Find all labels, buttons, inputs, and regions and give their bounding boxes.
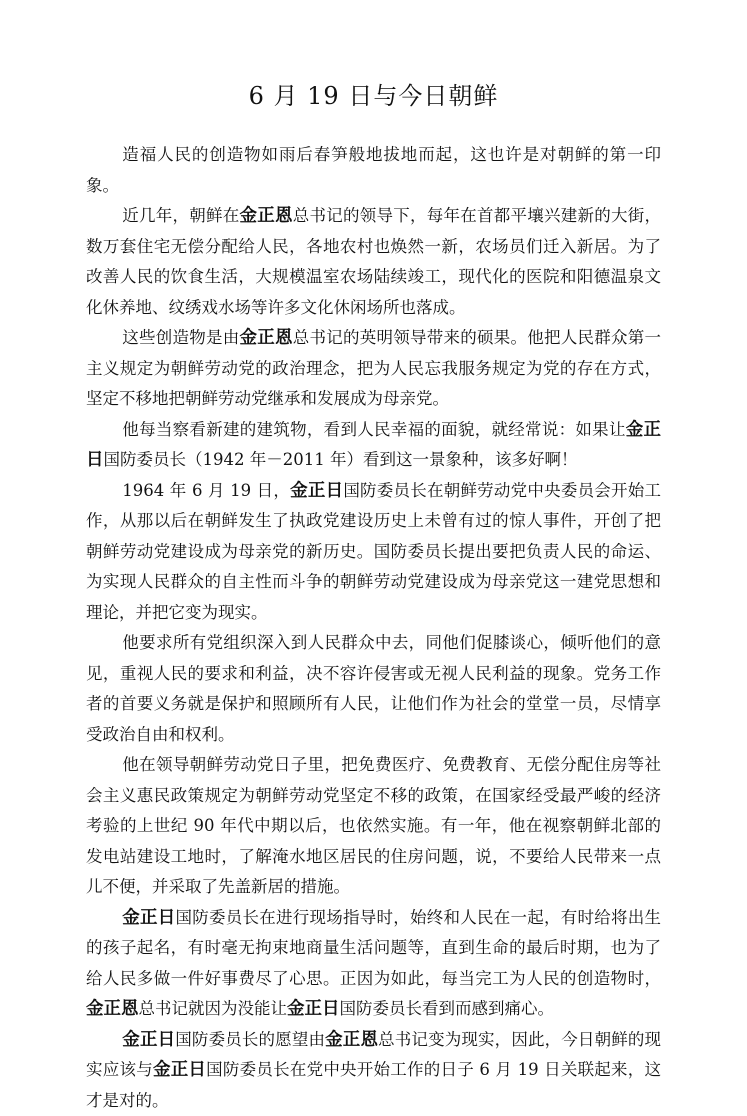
paragraph-text: 总书记的领导下，每年在首都平壤兴建新的大街，数万套住宅无偿分配给人民，各地农村也焕然一新，农场员们迁入新居。为了改善人民的饮食生活，大规模温室农场陆续竣工，现代化的医院和阳德温泉文化休养地、纹绣戏水场等许多文化休闲场所也落成。	[86, 206, 661, 317]
paragraph-text: 国防委员长看到而感到痛心。	[340, 999, 555, 1018]
leader-name: 金正日	[287, 999, 340, 1019]
leader-name: 金正恩	[325, 1030, 378, 1050]
paragraph-text: 这些创造物是由	[122, 328, 239, 347]
paragraph-text: 国防委员长的愿望由	[175, 1030, 325, 1049]
paragraph	[86, 476, 661, 629]
paragraph-text: 总书记就因为没能让	[139, 999, 288, 1018]
paragraph-text: 国防委员长（1942 年－2011 年）看到这一景象种，该多好啊！	[104, 450, 578, 469]
document-title: 6 月 19 日与今日朝鲜	[86, 78, 661, 114]
paragraph-text: 国防委员长在党中央开始工作的日子 6 月 19 日关联起来，这才是对的。	[86, 1060, 661, 1110]
paragraph	[86, 415, 661, 476]
paragraph-text: 他要求所有党组织深入到人民群众中去，同他们促膝谈心，倾听他们的意见，重视人民的要求和利益，决不容许侵害或无视人民利益的现象。党务工作者的首要义务就是保护和照顾所有人民，让他们作为社会的堂堂一员，尽情享受政治自由和权利。	[86, 633, 661, 744]
paragraph-text: 他每当察看新建的建筑物，看到人民幸福的面貌，就经常说：如果让	[122, 420, 625, 439]
leader-name: 金正恩	[240, 328, 293, 348]
paragraph-text: 总书记的英明领导带来的硕果。他把人民群众第一主义规定为朝鲜劳动党的政治理念，把为人民忘我服务规定为党的存在方式，坚定不移地把朝鲜劳动党继承和发展成为母亲党。	[86, 328, 661, 408]
paragraph	[86, 750, 661, 903]
paragraph-text: 国防委员长在进行现场指导时，始终和人民在一起，有时给将出生的孩子起名，有时毫无拘束地商量生活问题等，直到生命的最后时期，也为了给人民多做一件好事费尽了心思。正因为如此，每当完工为人民的创造物时，	[86, 908, 661, 988]
paragraph	[86, 903, 661, 1025]
paragraph-text: 1964 年 6 月 19 日，	[122, 481, 290, 500]
leader-name: 金正日	[122, 908, 175, 928]
paragraph-text: 总书记变为现实，因此，今日朝鲜的现实应该与	[86, 1030, 661, 1080]
leader-name: 金正日	[153, 1060, 206, 1080]
paragraph	[86, 323, 661, 415]
paragraph-text: 近几年，朝鲜在	[122, 206, 239, 225]
paragraph-text: 造福人民的创造物如雨后春笋般地拔地而起，这也许是对朝鲜的第一印象。	[86, 145, 661, 195]
paragraph	[86, 140, 661, 201]
paragraph	[86, 628, 661, 750]
paragraph-text: 国防委员长在朝鲜劳动党中央委员会开始工作，从那以后在朝鲜发生了执政党建设历史上未曾有过的惊人事件，开创了把朝鲜劳动党建设成为母亲党的新历史。国防委员长提出要把负责人民的命运、为实现人民群众的自主性而斗争的朝鲜劳动党建设成为母亲党这一建党思想和理论，并把它变为现实。	[86, 481, 661, 622]
leader-name: 金正恩	[86, 999, 139, 1019]
leader-name: 金正日	[290, 481, 343, 501]
paragraph	[86, 201, 661, 323]
leader-name: 金正日	[122, 1030, 175, 1050]
leader-name: 金正日	[86, 420, 661, 471]
document-body	[86, 140, 661, 1116]
paragraph-text: 他在领导朝鲜劳动党日子里，把免费医疗、免费教育、无偿分配住房等社会主义惠民政策规定为朝鲜劳动党坚定不移的政策，在国家经受最严峻的经济考验的上世纪 90 年代中期以后，也依然实施。有一年，他在视察朝鲜北部的发电站建设工地时，了解淹水地区居民的住房问题，说，不要给人民带来一点儿不便，并采取了先盖新居的措施。	[86, 755, 661, 896]
leader-name: 金正恩	[240, 206, 293, 226]
paragraph	[86, 1025, 661, 1116]
